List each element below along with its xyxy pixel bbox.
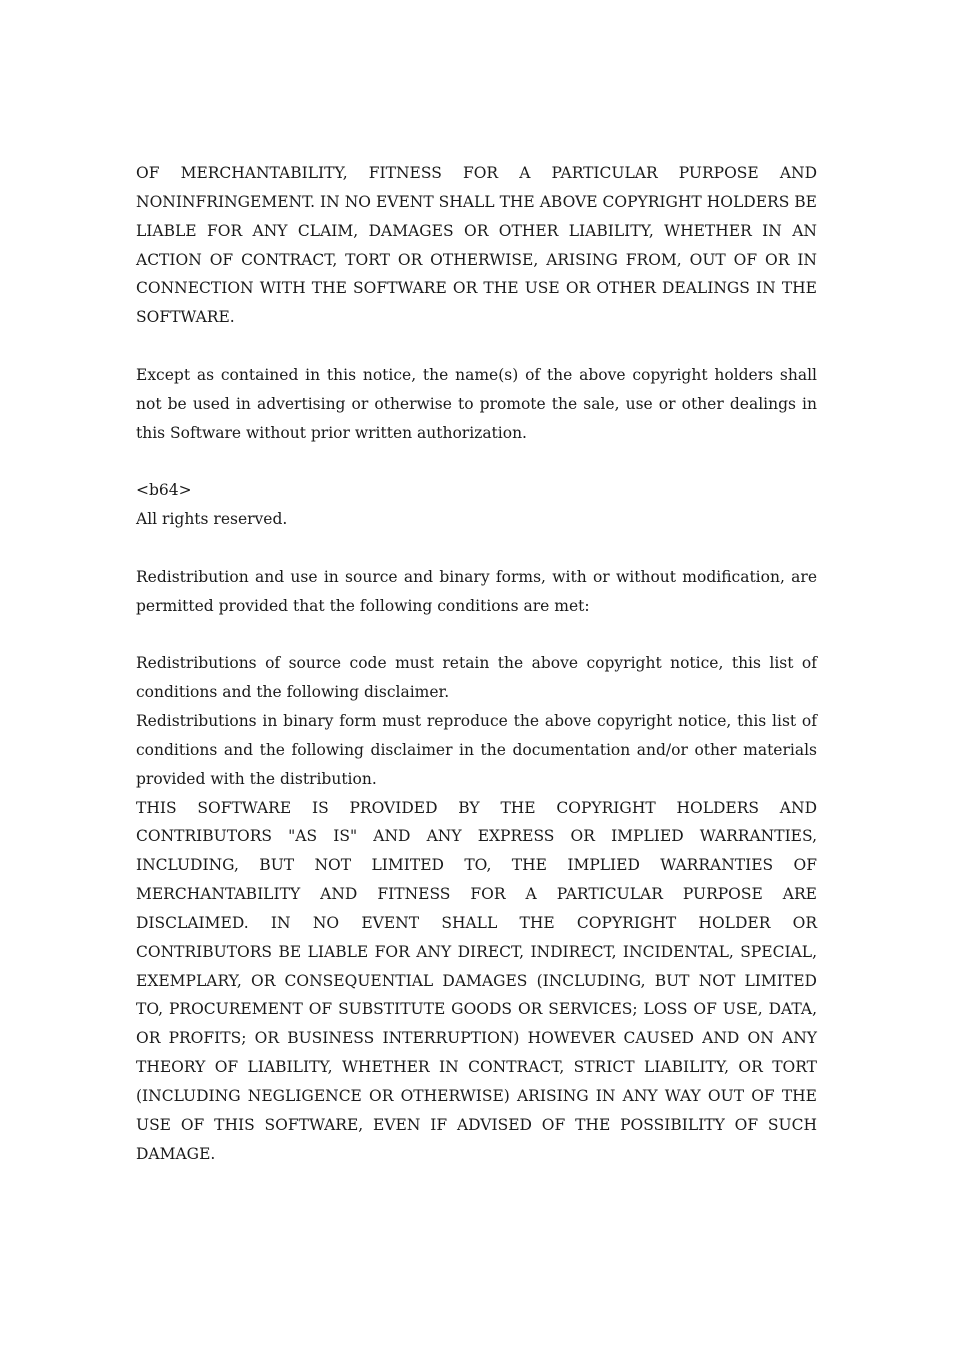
source-code-condition: Redistributions of source code must retain the above copyright notice, this list of conditions and the following disclaimer.	[136, 654, 817, 702]
name-usage-paragraph: Except as contained in this notice, the name(s) of the above copyright holders shall not be used in advertising or otherwise to promote the sale, use or other dealings in this Software without prior written authorization.	[136, 365, 817, 442]
as-is-disclaimer-paragraph: THIS SOFTWARE IS PROVIDED BY THE COPYRIGHT HOLDERS AND CONTRIBUTORS "AS IS" AND ANY EXPRESS OR IMPLIED WARRANTIES, INCLUDING, BUT NOT LIMITED TO, THE IMPLIED WARRANTIES OF MERCHANTABILITY AND FITNESS FOR A PARTICULAR PURPOSE ARE DISCLAIMED. IN NO EVENT SHALL THE COPYRIGHT HOLDER OR CONTRIBUTORS BE LIABLE FOR ANY DIRECT, INDIRECT, INCIDENTAL, SPECIAL, EXEMPLARY, OR CONSEQUENTIAL DAMAGES (INCLUDING, BUT NOT LIMITED TO, PROCUREMENT OF SUBSTITUTE GOODS OR SERVICES; LOSS OF USE, DATA, OR PROFITS; OR BUSINESS INTERRUPTION) HOWEVER CAUSED AND ON ANY THEORY OF LIABILITY, WHETHER IN CONTRACT, STRICT LIABILITY, OR TORT (INCLUDING NEGLIGENCE OR OTHERWISE) ARISING IN ANY WAY OUT OF THE USE OF THIS SOFTWARE, EVEN IF ADVISED OF THE POSSIBILITY OF SUCH DAMAGE.	[136, 798, 817, 1163]
paragraph-spacer	[136, 447, 817, 476]
warranty-disclaimer-paragraph: OF MERCHANTABILITY, FITNESS FOR A PARTICULAR PURPOSE AND NONINFRINGEMENT. IN NO EVENT SHALL THE ABOVE COPYRIGHT HOLDERS BE LIABLE FOR ANY CLAIM, DAMAGES OR OTHER LIABILITY, WHETHER IN AN ACTION OF CONTRACT, TORT OR OTHERWISE, ARISING FROM, OUT OF OR IN CONNECTION WITH THE SOFTWARE OR THE USE OR OTHER DEALINGS IN THE SOFTWARE.	[136, 164, 817, 327]
paragraph-spacer	[136, 534, 817, 563]
paragraph-spacer	[136, 621, 817, 650]
binary-form-condition: Redistributions in binary form must reproduce the above copyright notice, this list of conditions and the following disclaimer in the documentation and/or other materials provided with the distribution.	[136, 712, 817, 788]
redistribution-paragraph: Redistribution and use in source and binary forms, with or without modification, are permitted provided that the following conditions are met:	[136, 567, 817, 615]
paragraph-spacer	[136, 332, 817, 361]
rights-reserved-line: All rights reserved.	[136, 510, 288, 529]
component-name-line: <b64>	[136, 481, 192, 500]
license-text	[136, 159, 817, 1169]
